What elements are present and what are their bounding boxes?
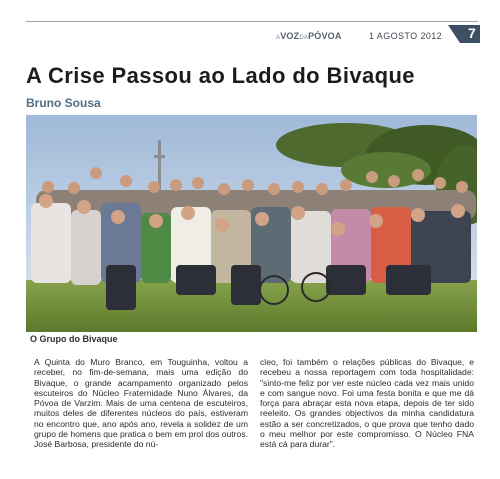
logo-end: PÓVOA (308, 31, 342, 41)
group-photo (26, 115, 477, 332)
article-author: Bruno Sousa (26, 96, 101, 110)
photo-caption: O Grupo do Bivaque (30, 334, 118, 344)
issue-date: 1 AGOSTO 2012 (369, 31, 443, 41)
article-column-right: cleo, foi também o relações públicas do Bivaque, e recebeu a nossa reportagem com toda hospitalidade: "sinto-me feliz por ver este núcleo cada vez mais unido e com sangue novo. Foi uma festa bonita e que me dá força para abraçar esta nova etapa, depois de ter sido reeleito. Os grandes objectivos da minha candidatura estão a ser concretizados, o que prova que tenho dado o meu melhor por este compromisso. O Núcleo FNA está cá para durar". (260, 357, 474, 450)
logo-mid: DA (299, 35, 309, 41)
logo-prefix: A (276, 35, 281, 41)
logo-main: VOZ (280, 31, 300, 41)
page-number: 7 (468, 25, 476, 41)
newspaper-logo (276, 31, 342, 41)
header-rule (26, 21, 478, 22)
article-column-left: A Quinta do Muro Branco, em Touguinha, voltou a receber, no fim-de-semana, mais uma edição do Bivaque, o grande acampamento organizado pelos escuteiros do Núcleo Fraternidade Nuno Álvares, da Póvoa de Varzim. Mais de uma centena de escuteiros, muitos deles de diferentes núcleos do país, estiveram no encontro que, ano após ano, revela a solidez de um grupo de homens que pratica o bem em prol dos outros. José Barbosa, presidente do nú- (34, 357, 249, 450)
article-title: A Crise Passou ao Lado do Bivaque (26, 63, 415, 88)
